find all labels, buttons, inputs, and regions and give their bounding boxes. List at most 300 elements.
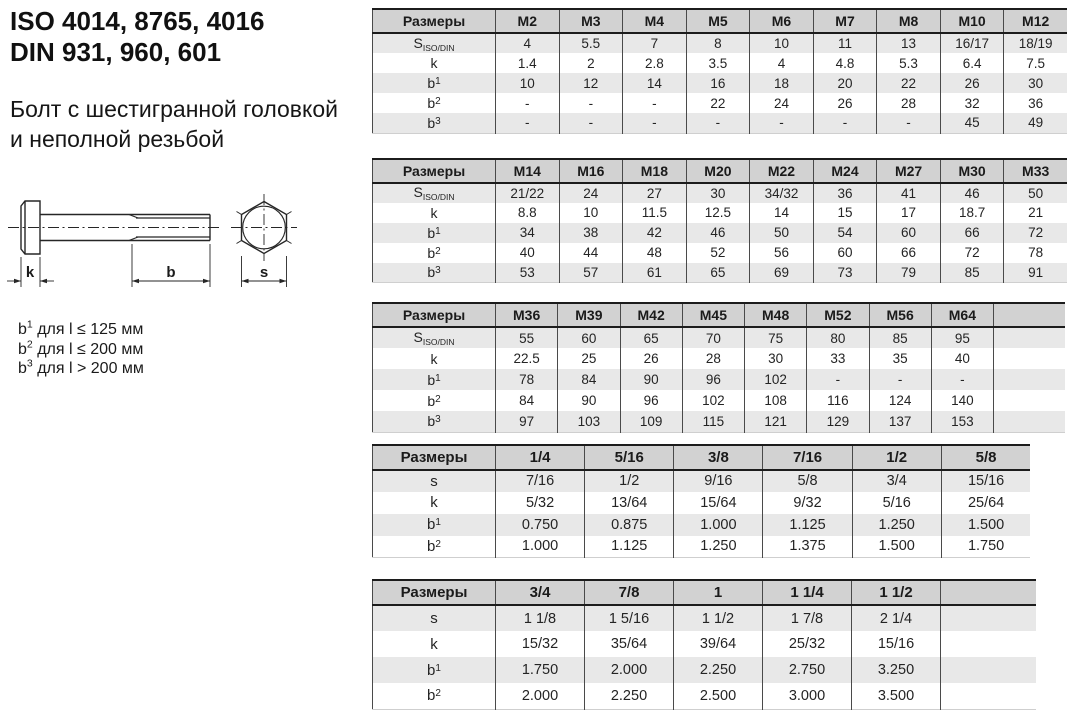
table-row: [373, 348, 1065, 369]
table-row: [373, 93, 1067, 113]
value-cell: 18.7: [940, 203, 1004, 223]
row-label: [373, 683, 496, 709]
value-cell: 54: [813, 223, 877, 243]
dim-label-b: b: [166, 264, 176, 281]
column-header: M48: [745, 303, 807, 327]
table-row: [373, 492, 1031, 514]
value-cell: 65: [686, 263, 750, 283]
row-label-subscript: ISO/DIN: [422, 192, 455, 202]
footnote-superscript: 1: [26, 318, 33, 331]
value-cell: 5/8: [763, 470, 852, 492]
value-cell: 2.000: [585, 657, 674, 683]
footnote: [18, 320, 144, 340]
value-cell: 8: [686, 33, 750, 53]
value-cell: 78: [496, 369, 558, 390]
dimension-b: [132, 244, 210, 287]
value-cell: 7.5: [1004, 53, 1067, 73]
bolt-side-view: [8, 201, 220, 254]
column-header: M7: [813, 9, 877, 33]
value-cell: 24: [750, 93, 814, 113]
row-label-base: S: [413, 329, 423, 345]
row-label-superscript: 3: [435, 414, 441, 426]
value-cell: 3.500: [852, 683, 941, 709]
value-cell: 1.4: [496, 53, 560, 73]
value-cell: 39/64: [674, 631, 763, 657]
value-cell: 56: [750, 243, 814, 263]
value-cell: 24: [559, 183, 623, 203]
subtitle-line2: и неполной резьбой: [10, 126, 225, 152]
value-cell: 116: [807, 390, 869, 411]
value-cell: 11.5: [623, 203, 687, 223]
value-cell: 30: [686, 183, 750, 203]
footnote: [18, 359, 144, 379]
row-label: [373, 263, 496, 283]
footnote: [18, 340, 144, 360]
value-cell: -: [496, 113, 560, 133]
row-label-base: k: [430, 494, 438, 511]
value-cell: 12: [559, 73, 623, 93]
dim-label-s: s: [259, 264, 269, 281]
row-label: [373, 113, 496, 133]
table-row: [373, 327, 1065, 348]
value-cell: 1.125: [585, 536, 674, 558]
value-cell: 2.500: [674, 683, 763, 709]
value-cell: 129: [807, 411, 869, 432]
table-row: [373, 536, 1031, 558]
table-row: [373, 369, 1065, 390]
value-cell: 7: [623, 33, 687, 53]
value-cell: 34: [496, 223, 560, 243]
row-label-base: k: [430, 55, 438, 71]
value-cell: 95: [931, 327, 993, 348]
value-cell: 75: [745, 327, 807, 348]
value-cell: 79: [877, 263, 941, 283]
value-cell: -: [877, 113, 941, 133]
row-label-base: b: [427, 371, 436, 388]
empty-cell: [941, 631, 1036, 657]
value-cell: 2.250: [585, 683, 674, 709]
value-cell: 66: [877, 243, 941, 263]
value-cell: 16: [686, 73, 750, 93]
value-cell: 90: [620, 369, 682, 390]
value-cell: 124: [869, 390, 931, 411]
row-label: [373, 657, 496, 683]
column-header: 5/16: [585, 445, 674, 470]
value-cell: -: [807, 369, 869, 390]
value-cell: -: [750, 113, 814, 133]
value-cell: 10: [496, 73, 560, 93]
value-cell: 22: [686, 93, 750, 113]
value-cell: 90: [558, 390, 620, 411]
value-cell: 1 1/8: [496, 605, 585, 631]
table-row: [373, 514, 1031, 536]
row-label-base: b: [427, 75, 436, 91]
value-cell: 1.750: [941, 536, 1030, 558]
value-cell: 1.750: [496, 657, 585, 683]
value-cell: 72: [1004, 223, 1067, 243]
value-cell: 78: [1004, 243, 1067, 263]
value-cell: 2 1/4: [852, 605, 941, 631]
value-cell: 25: [558, 348, 620, 369]
table-row: [373, 73, 1067, 93]
row-label-superscript: 2: [435, 393, 441, 405]
value-cell: 84: [496, 390, 558, 411]
row-label-base: S: [413, 184, 423, 200]
value-cell: 15/32: [496, 631, 585, 657]
footnote-text: для l > 200 мм: [32, 360, 144, 377]
value-cell: 109: [620, 411, 682, 432]
value-cell: 1.250: [674, 536, 763, 558]
table-row: [373, 113, 1067, 133]
value-cell: 55: [496, 327, 558, 348]
value-cell: 69: [750, 263, 814, 283]
empty-cell: [994, 411, 1065, 432]
value-cell: 33: [807, 348, 869, 369]
table-row: [373, 223, 1067, 243]
row-label: [373, 53, 496, 73]
value-cell: 0.875: [585, 514, 674, 536]
row-label-base: b: [427, 114, 436, 131]
value-cell: 1.000: [674, 514, 763, 536]
table-row: [373, 183, 1067, 203]
value-cell: 46: [686, 223, 750, 243]
value-cell: 10: [750, 33, 814, 53]
row-label-superscript: 1: [435, 76, 441, 87]
column-header: M33: [1004, 159, 1067, 183]
column-header: 1 1/4: [763, 580, 852, 605]
value-cell: 1.500: [852, 536, 941, 558]
value-cell: 52: [686, 243, 750, 263]
page-title: [10, 6, 264, 68]
row-label-base: b: [427, 392, 436, 409]
value-cell: -: [813, 113, 877, 133]
value-cell: 16/17: [940, 33, 1004, 53]
value-cell: 15: [813, 203, 877, 223]
value-cell: 50: [1004, 183, 1067, 203]
value-cell: 5.5: [559, 33, 623, 53]
value-cell: 91: [1004, 263, 1067, 283]
empty-cell: [941, 683, 1036, 709]
row-label-base: k: [430, 204, 438, 221]
value-cell: 25/64: [941, 492, 1030, 514]
value-cell: 53: [496, 263, 560, 283]
empty-cell: [994, 369, 1065, 390]
column-header: M20: [686, 159, 750, 183]
table-corner-header: Размеры: [373, 580, 496, 605]
table-metric-m36-m64: [372, 302, 1065, 433]
value-cell: 96: [682, 369, 744, 390]
table-inch-small: [372, 444, 1030, 559]
value-cell: 20: [813, 73, 877, 93]
value-cell: 13: [877, 33, 941, 53]
column-header: M64: [931, 303, 993, 327]
value-cell: 40: [496, 243, 560, 263]
row-label-base: s: [430, 472, 438, 490]
value-cell: 44: [559, 243, 623, 263]
value-cell: 22.5: [496, 348, 558, 369]
column-header: M8: [877, 9, 941, 33]
value-cell: 2.250: [674, 657, 763, 683]
value-cell: 2.000: [496, 683, 585, 709]
row-label-base: b: [427, 687, 436, 705]
empty-cell: [941, 605, 1036, 631]
value-cell: 7/16: [496, 470, 585, 492]
value-cell: 1.250: [852, 514, 941, 536]
value-cell: 1 1/2: [674, 605, 763, 631]
value-cell: 0.750: [496, 514, 585, 536]
column-header: 1: [674, 580, 763, 605]
value-cell: 102: [682, 390, 744, 411]
column-header: 3/4: [496, 580, 585, 605]
row-label-base: k: [430, 635, 438, 653]
column-header: M30: [940, 159, 1004, 183]
value-cell: 85: [869, 327, 931, 348]
row-label-superscript: 2: [435, 538, 441, 550]
table-corner-header: Размеры: [373, 159, 496, 183]
value-cell: 2.8: [623, 53, 687, 73]
column-header: M3: [559, 9, 623, 33]
value-cell: 8.8: [496, 203, 560, 223]
value-cell: 15/64: [674, 492, 763, 514]
row-label-base: b: [427, 661, 436, 679]
row-label-superscript: 3: [435, 115, 441, 127]
value-cell: 5/32: [496, 492, 585, 514]
value-cell: 4.8: [813, 53, 877, 73]
value-cell: 3.000: [763, 683, 852, 709]
column-header: M39: [558, 303, 620, 327]
row-label: [373, 411, 496, 432]
value-cell: 61: [623, 263, 687, 283]
value-cell: 34/32: [750, 183, 814, 203]
value-cell: 18: [750, 73, 814, 93]
column-header: M16: [559, 159, 623, 183]
value-cell: -: [496, 93, 560, 113]
page-title-iso: ISO 4014, 8765, 4016: [10, 6, 265, 36]
column-header: 1/2: [852, 445, 941, 470]
value-cell: 22: [877, 73, 941, 93]
column-header: M24: [813, 159, 877, 183]
value-cell: 28: [682, 348, 744, 369]
row-label-superscript: 2: [435, 688, 441, 700]
value-cell: 35: [869, 348, 931, 369]
value-cell: 6.4: [940, 53, 1004, 73]
value-cell: 1.125: [763, 514, 852, 536]
value-cell: 48: [623, 243, 687, 263]
column-header: M12: [1004, 9, 1067, 33]
empty-cell: [994, 348, 1065, 369]
row-label-superscript: 1: [435, 225, 441, 237]
row-label: [373, 223, 496, 243]
row-label: [373, 492, 496, 514]
value-cell: 4: [750, 53, 814, 73]
row-label: [373, 93, 496, 113]
row-label-base: b: [427, 95, 436, 111]
row-label-superscript: 2: [435, 245, 441, 257]
value-cell: 5.3: [877, 53, 941, 73]
value-cell: 80: [807, 327, 869, 348]
value-cell: 60: [877, 223, 941, 243]
row-label-subscript: ISO/DIN: [422, 337, 455, 347]
row-label-base: b: [427, 264, 436, 281]
value-cell: 17: [877, 203, 941, 223]
value-cell: 40: [931, 348, 993, 369]
value-cell: -: [623, 93, 687, 113]
value-cell: 1.375: [763, 536, 852, 558]
row-label-superscript: 1: [435, 662, 441, 674]
value-cell: 60: [558, 327, 620, 348]
dimension-k: [7, 257, 54, 287]
value-cell: 14: [750, 203, 814, 223]
value-cell: 2.750: [763, 657, 852, 683]
footnote-superscript: 2: [26, 338, 33, 351]
value-cell: 32: [940, 93, 1004, 113]
value-cell: -: [559, 93, 623, 113]
table-row: [373, 243, 1067, 263]
value-cell: 21/22: [496, 183, 560, 203]
column-header: M2: [496, 9, 560, 33]
row-label-subscript: ISO/DIN: [422, 42, 455, 53]
footnote-symbol: b: [18, 360, 27, 377]
value-cell: 60: [813, 243, 877, 263]
value-cell: 30: [745, 348, 807, 369]
empty-column-header: [994, 303, 1065, 327]
table-corner-header: Размеры: [373, 9, 496, 33]
table-inch-large: [372, 579, 1036, 710]
column-header: M27: [877, 159, 941, 183]
value-cell: 5/16: [852, 492, 941, 514]
row-label-base: S: [413, 34, 423, 51]
value-cell: -: [623, 113, 687, 133]
table-row: [373, 411, 1065, 432]
value-cell: 25/32: [763, 631, 852, 657]
empty-cell: [941, 657, 1036, 683]
table-row: [373, 263, 1067, 283]
row-label: [373, 536, 496, 558]
value-cell: 36: [813, 183, 877, 203]
footnote-symbol: b: [18, 321, 27, 338]
row-label: [373, 183, 496, 203]
value-cell: 108: [745, 390, 807, 411]
row-label: [373, 390, 496, 411]
value-cell: 137: [869, 411, 931, 432]
row-label: [373, 33, 496, 53]
value-cell: -: [559, 113, 623, 133]
subtitle-line1: Болт с шестигранной головкой: [10, 96, 338, 122]
value-cell: 115: [682, 411, 744, 432]
value-cell: 1 7/8: [763, 605, 852, 631]
value-cell: 18/19: [1004, 33, 1067, 53]
row-label-base: k: [430, 350, 438, 367]
value-cell: 153: [931, 411, 993, 432]
column-header: 5/8: [941, 445, 1030, 470]
value-cell: 1.000: [496, 536, 585, 558]
dimension-tables-column: [372, 0, 1067, 710]
row-label: [373, 369, 496, 390]
value-cell: 70: [682, 327, 744, 348]
value-cell: 10: [559, 203, 623, 223]
value-cell: 103: [558, 411, 620, 432]
empty-cell: [994, 390, 1065, 411]
value-cell: 84: [558, 369, 620, 390]
row-label-base: b: [427, 413, 436, 430]
value-cell: 14: [623, 73, 687, 93]
value-cell: 140: [931, 390, 993, 411]
value-cell: 65: [620, 327, 682, 348]
value-cell: 36: [1004, 93, 1067, 113]
row-label-superscript: 2: [435, 96, 441, 107]
row-label: [373, 631, 496, 657]
table-corner-header: Размеры: [373, 445, 496, 470]
value-cell: 50: [750, 223, 814, 243]
table-row: [373, 605, 1036, 631]
value-cell: 41: [877, 183, 941, 203]
column-header: 7/8: [585, 580, 674, 605]
value-cell: 27: [623, 183, 687, 203]
column-header: M56: [869, 303, 931, 327]
row-label: [373, 73, 496, 93]
value-cell: 72: [940, 243, 1004, 263]
value-cell: 30: [1004, 73, 1067, 93]
value-cell: 49: [1004, 113, 1067, 133]
column-header: M6: [750, 9, 814, 33]
page-subtitle: [10, 94, 338, 154]
column-header: M18: [623, 159, 687, 183]
value-cell: 97: [496, 411, 558, 432]
table-row: [373, 683, 1036, 709]
value-cell: 4: [496, 33, 560, 53]
table-metric-m14-m33: [372, 158, 1067, 284]
value-cell: 73: [813, 263, 877, 283]
row-label-base: b: [427, 537, 436, 555]
value-cell: 42: [623, 223, 687, 243]
column-header: M45: [682, 303, 744, 327]
table-row: [373, 631, 1036, 657]
column-header: M10: [940, 9, 1004, 33]
value-cell: -: [686, 113, 750, 133]
hex-end-view: [231, 194, 297, 261]
value-cell: 1 5/16: [585, 605, 674, 631]
value-cell: 96: [620, 390, 682, 411]
value-cell: 57: [559, 263, 623, 283]
column-header: M22: [750, 159, 814, 183]
value-cell: 85: [940, 263, 1004, 283]
row-label: [373, 327, 496, 348]
value-cell: 21: [1004, 203, 1067, 223]
value-cell: 3.5: [686, 53, 750, 73]
column-header: 1 1/2: [852, 580, 941, 605]
value-cell: 1.500: [941, 514, 1030, 536]
value-cell: 26: [813, 93, 877, 113]
row-label-base: b: [427, 224, 436, 241]
table-corner-header: Размеры: [373, 303, 496, 327]
end-view-centerlines: [231, 194, 297, 261]
row-label: [373, 203, 496, 223]
row-label-base: s: [430, 610, 438, 627]
table-row: [373, 390, 1065, 411]
table-row: [373, 203, 1067, 223]
table-row: [373, 657, 1036, 683]
value-cell: 15/16: [941, 470, 1030, 492]
column-header: 7/16: [763, 445, 852, 470]
column-header: M52: [807, 303, 869, 327]
value-cell: 9/32: [763, 492, 852, 514]
value-cell: 28: [877, 93, 941, 113]
row-label-base: b: [427, 516, 436, 533]
value-cell: -: [869, 369, 931, 390]
value-cell: 1/2: [585, 470, 674, 492]
empty-cell: [994, 327, 1065, 348]
column-header: M14: [496, 159, 560, 183]
